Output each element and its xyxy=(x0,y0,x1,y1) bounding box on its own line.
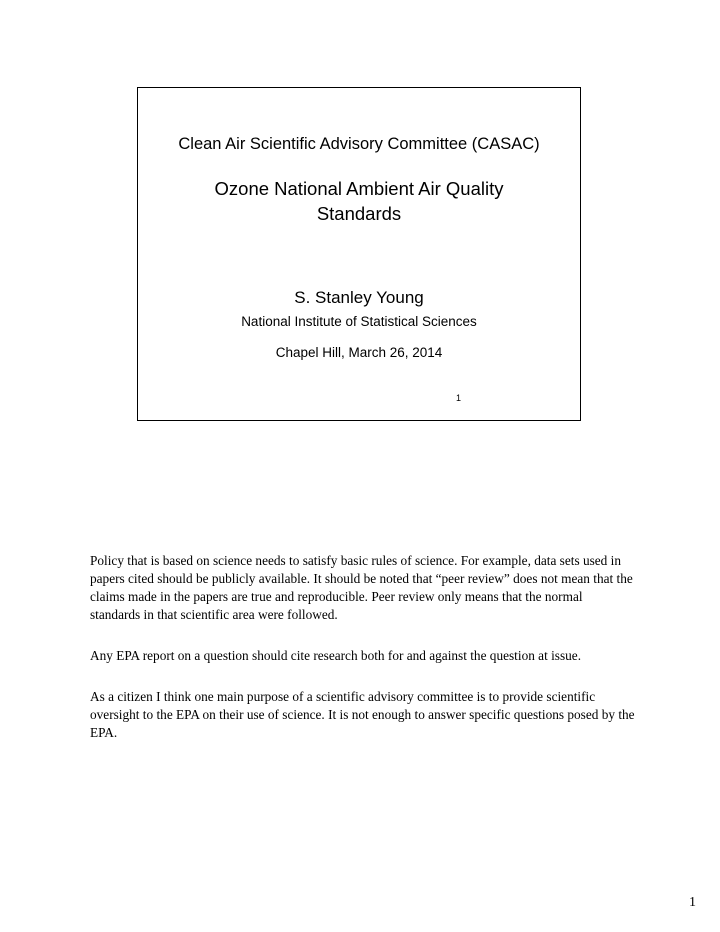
slide-title-line-2: Standards xyxy=(316,203,402,224)
slide-institute: National Institute of Statistical Sciences xyxy=(241,314,477,329)
slide-title-line-1: Ozone National Ambient Air Quality xyxy=(214,178,504,199)
slide-author: S. Stanley Young xyxy=(294,288,424,307)
speaker-notes xyxy=(90,552,635,765)
notes-paragraph-2: Any EPA report on a question should cite research both for and against the question at issue. xyxy=(90,648,582,663)
page-number: 1 xyxy=(689,895,696,910)
notes-paragraph-3: As a citizen I think one main purpose of a scientific advisory committee is to provide scientific oversight to the EPA on their use of science. It is not enough to answer specific questions posed by the EPA. xyxy=(90,689,635,740)
slide-committee-heading: Clean Air Scientific Advisory Committee (CASAC) xyxy=(178,135,540,153)
slide-place-date: Chapel Hill, March 26, 2014 xyxy=(275,345,443,360)
slide-number: 1 xyxy=(456,393,462,403)
slide-thumbnail xyxy=(137,87,581,421)
notes-paragraph-1: Policy that is based on science needs to satisfy basic rules of science. For example, data sets used in papers cited should be publicly available. It should be noted that “peer review” does not mean that the claims made in the papers are true and reproducible. Peer review only means that the normal standards in that scientific area were followed. xyxy=(90,553,633,622)
